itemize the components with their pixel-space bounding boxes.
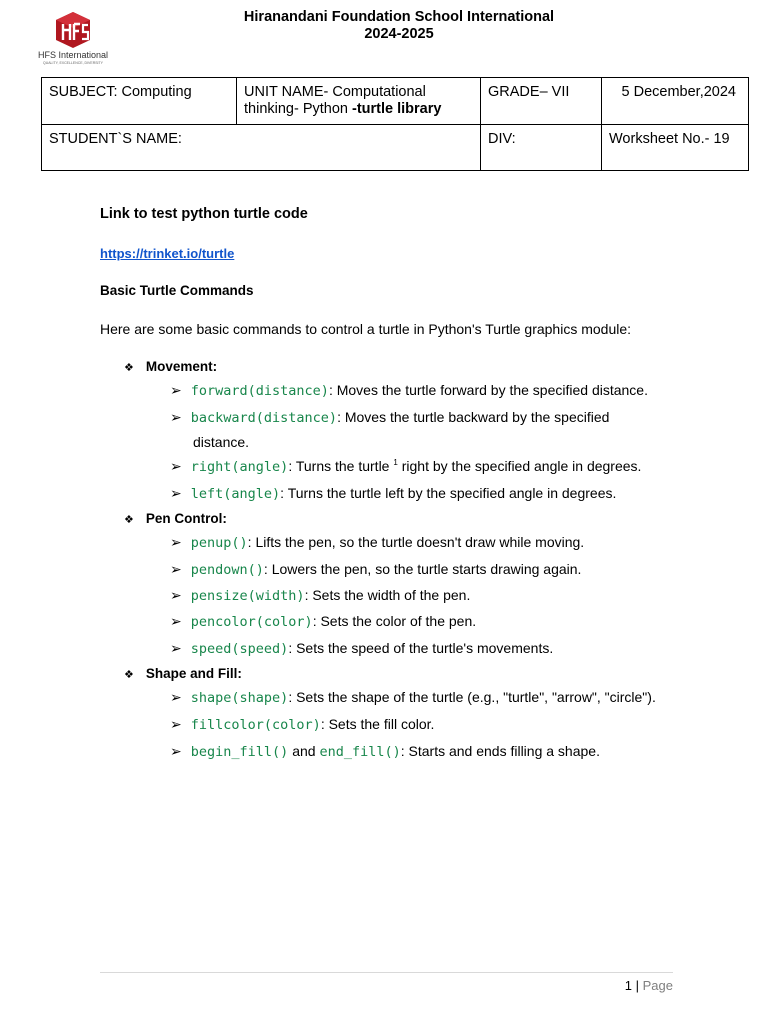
arrow-bullet-icon: ➢ [170,534,182,550]
intro-paragraph: Here are some basic commands to control a turtle in Python's Turtle graphics module: [100,321,632,337]
arrow-bullet-icon: ➢ [170,613,182,629]
footer-divider [100,972,673,973]
arrow-bullet-icon: ➢ [170,409,182,425]
unit-line1: UNIT NAME- Computational [244,84,426,100]
command-desc: : Turns the turtle [288,458,394,474]
school-year: 2024-2025 [364,26,434,42]
arrow-bullet-icon: ➢ [170,382,182,398]
school-name: Hiranandani Foundation School International [243,9,555,25]
list-item [170,587,470,604]
trinket-link[interactable]: https://trinket.io/turtle [100,246,235,261]
arrow-bullet-icon: ➢ [170,458,182,474]
logo-tagline: QUALITY, EXCELLENCE, DIVERSITY [42,61,104,65]
command-code: pendown() [190,562,264,578]
unit-bold: -turtle library [352,101,442,117]
div-cell: DIV: [481,125,602,171]
command-code: begin_fill() [190,744,289,760]
page-footer [100,978,673,993]
unit-line2: thinking- Python [244,101,353,117]
list-item [170,640,553,657]
section-title: Pen Control: [145,511,227,526]
command-desc: : Sets the width of the pen. [304,587,471,603]
section-title: Movement: [145,359,218,374]
school-heading [0,9,768,43]
command-code: pensize(width) [190,588,305,604]
footer-separator: | [635,978,639,993]
list-item [170,613,476,630]
command-desc: : Turns the turtle left by the specified angle in degrees. [280,485,617,501]
command-code: shape(shape) [190,690,289,706]
unit-cell [237,78,481,125]
command-desc: : Sets the shape of the turtle (e.g., "turtle", "arrow", "circle"). [288,689,656,705]
list-item [170,485,616,502]
list-item [170,534,584,551]
logo-text: HFS International [37,50,109,60]
section-shape-fill [124,666,242,682]
arrow-bullet-icon: ➢ [170,743,182,759]
command-desc: : Moves the turtle forward by the specified distance. [328,382,648,398]
list-item [170,743,600,760]
command-code: left(angle) [190,486,281,502]
date-cell: 5 December,2024 [602,78,749,125]
arrow-bullet-icon: ➢ [170,689,182,705]
command-code: penup() [190,535,248,551]
command-desc: : Moves the turtle backward by the specified [337,409,610,425]
arrow-bullet-icon: ➢ [170,716,182,732]
grade-cell: GRADE– VII [481,78,602,125]
subject-cell: SUBJECT: Computing [42,78,237,125]
list-item [170,561,581,578]
command-code: fillcolor(color) [190,717,321,733]
command-desc: : Lowers the pen, so the turtle starts drawing again. [263,561,582,577]
command-code: forward(distance) [190,383,329,399]
list-item [170,458,641,475]
list-item [170,409,609,426]
page-label: Page [642,978,673,993]
command-code-2: end_fill() [319,744,401,760]
command-code: speed(speed) [190,641,289,657]
section-movement [124,359,217,375]
list-item [170,382,648,399]
arrow-bullet-icon: ➢ [170,640,182,656]
section-pen-control [124,511,227,527]
command-desc: : Sets the fill color. [320,716,435,732]
link-heading: Link to test python turtle code [100,206,308,222]
arrow-bullet-icon: ➢ [170,485,182,501]
command-desc: : Sets the color of the pen. [312,613,477,629]
list-item [170,716,434,733]
worksheet-cell: Worksheet No.- 19 [602,125,749,171]
diamond-bullet-icon: ❖ [124,514,134,526]
command-desc: : Sets the speed of the turtle's movements. [288,640,554,656]
diamond-bullet-icon: ❖ [124,362,134,374]
arrow-bullet-icon: ➢ [170,587,182,603]
command-desc: : Starts and ends filling a shape. [400,743,600,759]
student-name-cell: STUDENT`S NAME: [42,125,481,171]
command-desc-after: right by the specified angle in degrees. [397,458,642,474]
command-desc: : Lifts the pen, so the turtle doesn't draw while moving. [247,534,585,550]
command-code: pencolor(color) [190,614,313,630]
command-connector: and [288,743,320,759]
command-desc-continued: distance. [193,434,250,450]
worksheet-info-table [41,77,749,171]
page-number: 1 [624,978,632,993]
footnote-marker: 1 [393,458,398,468]
command-code: backward(distance) [190,410,338,426]
arrow-bullet-icon: ➢ [170,561,182,577]
basic-commands-heading: Basic Turtle Commands [100,283,254,298]
section-title: Shape and Fill: [145,666,242,681]
diamond-bullet-icon: ❖ [124,669,134,681]
list-item [170,689,656,706]
command-code: right(angle) [190,459,289,475]
